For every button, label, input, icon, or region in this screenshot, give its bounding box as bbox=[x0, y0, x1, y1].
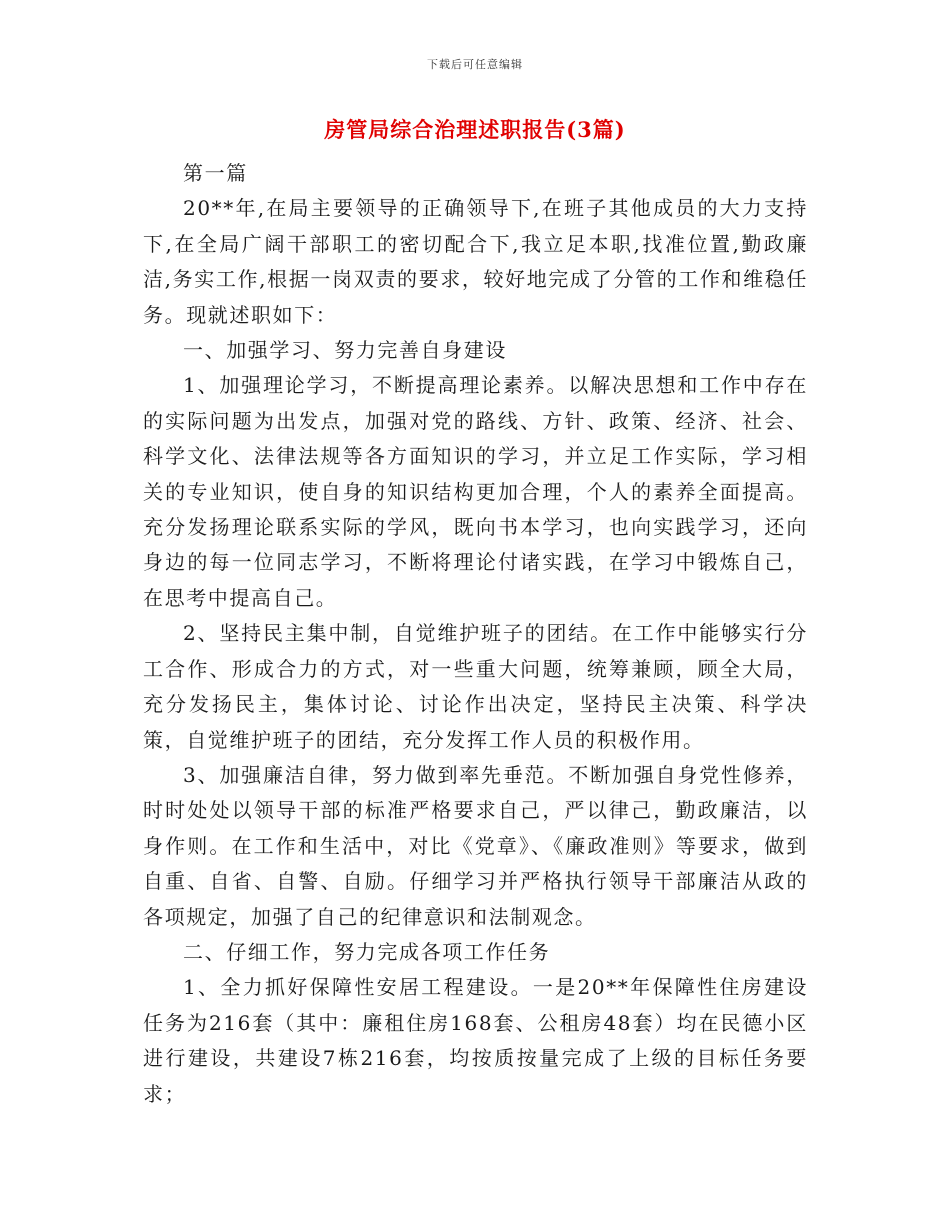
header-note: 下载后可任意编辑 bbox=[427, 58, 523, 71]
paragraph: 1、加强理论学习，不断提高理论素养。以解决思想和工作中存在的实际问题为出发点，加强对党的路线、方针、政策、经济、社会、科学文化、法律法规等各方面知识的学习，并立足工作实际，学习相关的专业知识，使自身的知识结构更加合理，个人的素养全面提高。充分发扬理论联系实际的学风，既向书本学习，也向实践学习，还向身边的每一位同志学习，不断将理论付诸实践，在学习中锻炼自己，在思考中提高自己。 bbox=[143, 373, 808, 610]
paragraph: 3、加强廉洁自律，努力做到率先垂范。不断加强自身党性修养，时时处处以领导干部的标准严格要求自己，严以律己，勤政廉洁，以身作则。在工作和生活中，对比《党章》、《廉政准则》等要求，做到自重、自省、自警、自励。仔细学习并严格执行领导干部廉洁从政的各项规定，加强了自己的纪律意识和法制观念。 bbox=[143, 762, 808, 929]
paragraph: 20**年,在局主要领导的正确领导下,在班子其他成员的大力支持下,在全局广阔干部职工的密切配合下,我立足本职,找准位置,勤政廉洁,务实工作,根据一岗双责的要求，较好地完成了分管的工作和维稳任务。现就述职如下： bbox=[143, 196, 808, 327]
paragraph: 2、坚持民主集中制，自觉维护班子的团结。在工作中能够实行分工合作、形成合力的方式，对一些重大问题，统筹兼顾，顾全大局，充分发扬民主，集体讨论、讨论作出决定，坚持民主决策、科学决策，自觉维护班子的团结，充分发挥工作人员的积极作用。 bbox=[143, 621, 808, 752]
paragraph: 1、全力抓好保障性安居工程建设。一是20**年保障性住房建设任务为216套（其中：廉租住房168套、公租房48套）均在民德小区进行建设，共建设7栋216套，均按质按量完成了上级的目标任务要求； bbox=[143, 975, 808, 1106]
subsection-heading: 二、仔细工作，努力完成各项工作任务 bbox=[183, 939, 551, 964]
subsection-heading: 一、加强学习、努力完善自身建设 bbox=[183, 338, 507, 363]
section-heading: 第一篇 bbox=[183, 161, 248, 185]
document-title: 房管局综合治理述职报告(3篇) bbox=[324, 117, 626, 142]
document-body bbox=[143, 156, 808, 1112]
